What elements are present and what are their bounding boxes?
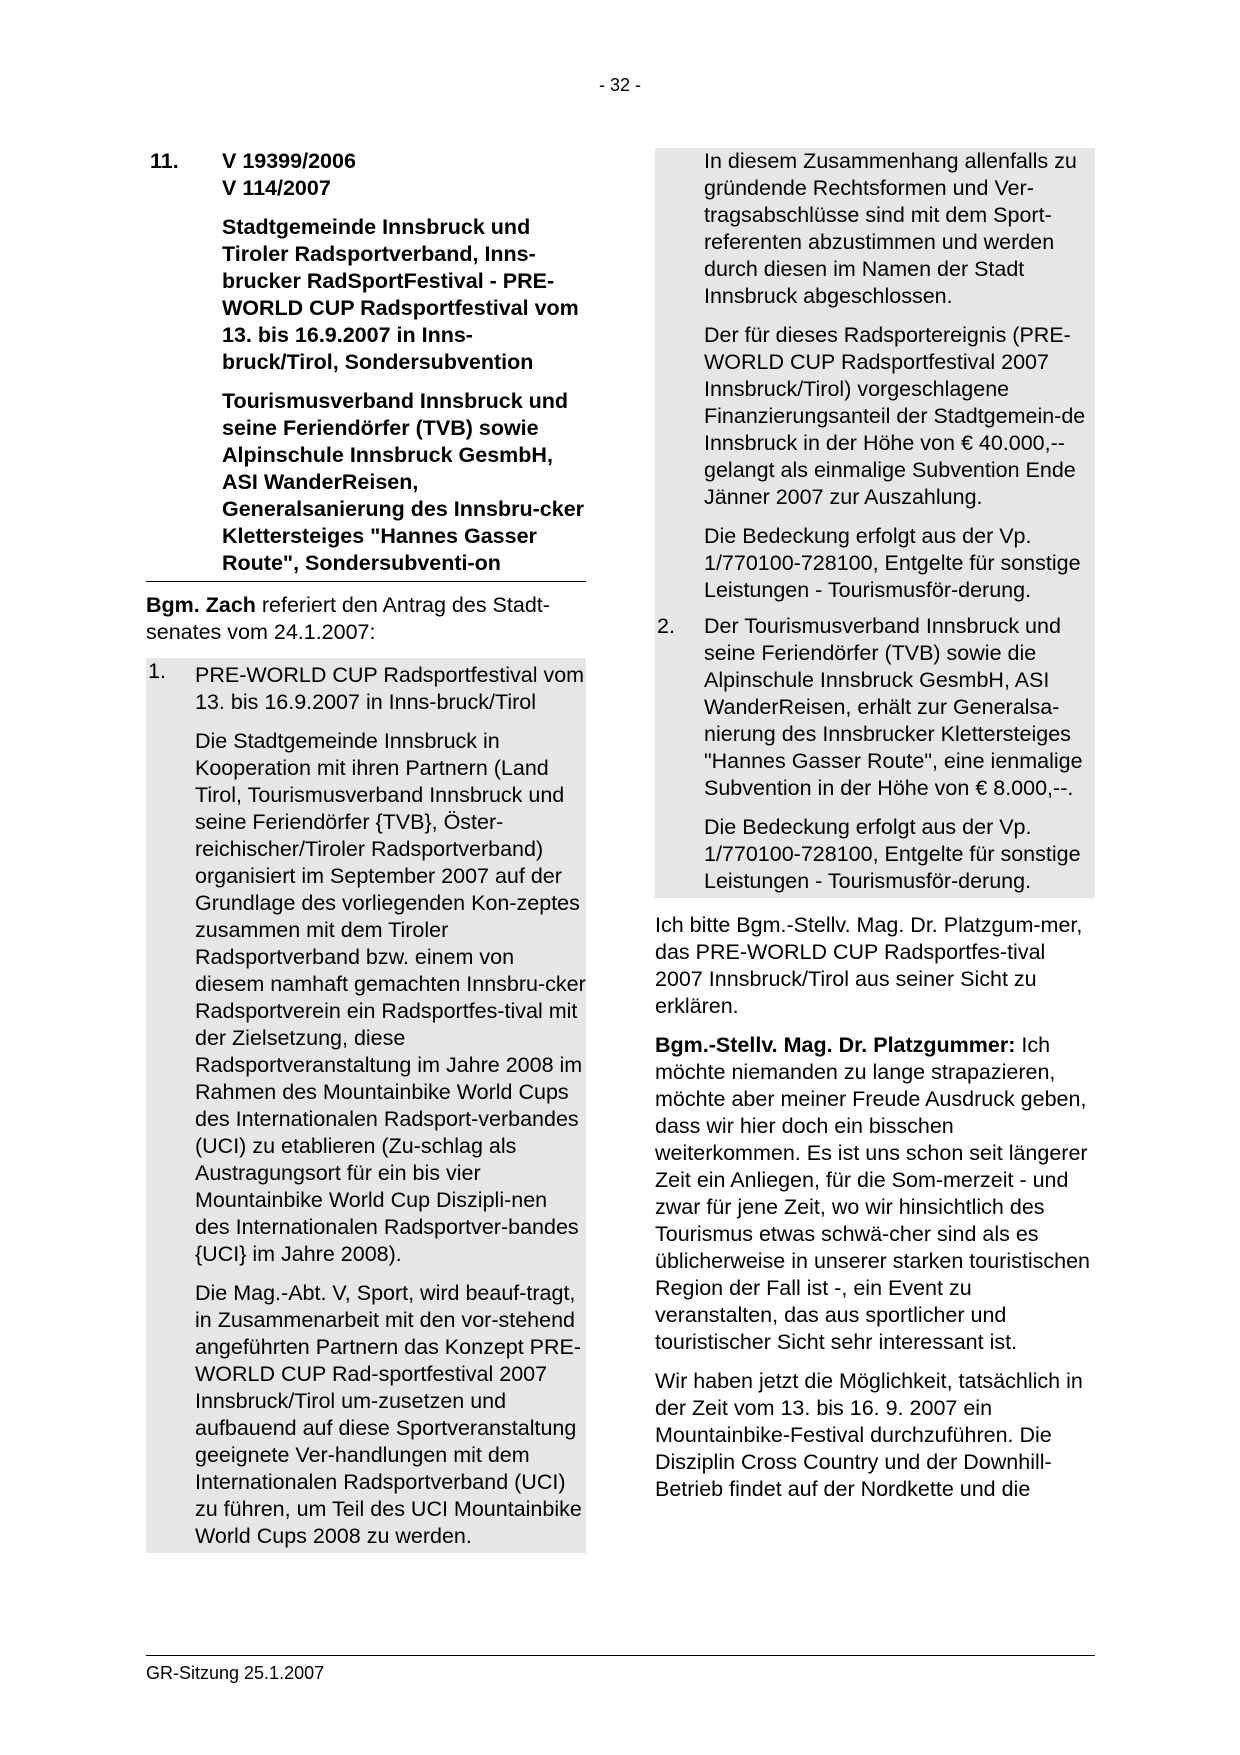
left-column: [146, 148, 586, 1553]
agenda-item-heading: [146, 148, 586, 582]
speech-text: Ich möchte niemanden zu lange strapazieren, möchte aber meiner Freude Ausdruck geben, dass wir hier doch ein bisschen weiterkommen. Es ist uns schon seit längerer Zeit ein Anliegen, für die Som-merzeit - und zwar für jene Zeit, wo wir hinsichtlich des Tourismus etwas schwä-cher sind als es üblicherweise in unserer starken touristischen Region der Fall ist -, ein Event zu veranstalten, das aus sportlicher und touristischer Sicht sehr interessant ist.: [655, 1033, 1090, 1354]
motion-item-1-continued: [655, 148, 1095, 607]
motion-paragraph: Die Bedeckung erfolgt aus der Vp. 1/770100-728100, Entgelte für sonstige Leistungen - Tourismusför-derung.: [704, 524, 1081, 602]
footer-divider: [146, 1655, 1095, 1656]
speaker-name: Bgm.-Stellv. Mag. Dr. Platzgummer:: [655, 1033, 1016, 1057]
page-number: - 32 -: [598, 75, 641, 95]
reference-number: V 19399/2006: [222, 149, 356, 173]
agenda-item-title: Tourismusverband Innsbruck und seine Feriendörfer (TVB) sowie Alpinschule Innsbruck GesmbH, ASI WanderReisen, Generalsanierung des Innsbru-cker Klettersteiges "Hannes Gasser Route", Sondersubventi-on: [222, 389, 585, 575]
reference-number: V 114/2007: [222, 176, 331, 200]
motion-item-1: [146, 658, 586, 1553]
motion-paragraph: PRE-WORLD CUP Radsportfestival vom 13. bis 16.9.2007 in Inns-bruck/Tirol: [195, 663, 585, 714]
intro-paragraph: [146, 592, 586, 646]
agenda-item-title: Stadtgemeinde Innsbruck und Tiroler Radsportverband, Inns-brucker RadSportFestival - PRE-WORLD CUP Radsportfestival vom 13. bis 16.9.2007 in Inns-bruck/Tirol, Sondersubvention: [222, 215, 579, 374]
motion-paragraph: Die Stadtgemeinde Innsbruck in Kooperation mit ihren Partnern (Land Tirol, Tourismusverband Innsbruck und seine Feriendörfer {TVB}, Öster-reichischer/Tiroler Radsportverband) organisiert im September 2007 auf der Grundlage des vorliegenden Kon-zeptes zusammen mit dem Tiroler Radsportverband bzw. einem von diesem namhaft gemachten Innsbru-cker Radsportverein ein Radsportfes-tival mit der Zielsetzung, diese Radsportveranstaltung im Jahre 2008 im Rahmen des Mountainbike World Cups des Internationalen Radsport-verbandes (UCI) zu etablieren (Zu-schlag als Austragungsort für ein bis vier Mountainbike World Cup Diszipli-nen des Internationalen Radsportver-bandes {UCI} im Jahre 2008).: [195, 729, 586, 1266]
speech-paragraph: [655, 1032, 1095, 1356]
agenda-item-number: 11.: [150, 149, 179, 173]
motion-paragraph: Der für dieses Radsportereignis (PRE-WORLD CUP Radsportfestival 2007 Innsbruck/Tirol) vorgeschlagene Finanzierungsanteil der Stadtgemein-de Innsbruck in der Höhe von € 40.000,-- gelangt als einmalige Subvention Ende Jänner 2007 zur Auszahlung.: [704, 323, 1086, 509]
footer-session-label: GR-Sitzung 25.1.2007: [146, 1663, 325, 1683]
speaker-name: Bgm. Zach: [146, 593, 256, 617]
motion-number: 1.: [148, 659, 166, 683]
request-paragraph: Ich bitte Bgm.-Stellv. Mag. Dr. Platzgum-mer, das PRE-WORLD CUP Radsportfes-tival 2007 Innsbruck/Tirol aus seiner Sicht zu erklären.: [655, 913, 1083, 1018]
motion-item-2: [655, 607, 1095, 898]
motion-paragraph: Die Mag.-Abt. V, Sport, wird beauf-tragt, in Zusammenarbeit mit den vor-stehend angeführten Partnern das Konzept PRE-WORLD CUP Rad-sportfestival 2007 Innsbruck/Tirol um-zusetzen und aufbauend auf diese Sportveranstaltung geeignete Ver-handlungen mit dem Internationalen Radsportverband (UCI) zu führen, um Teil des UCI Mountainbike World Cups 2008 zu werden.: [195, 1281, 582, 1548]
right-column: [655, 148, 1095, 1515]
speech-paragraph: Wir haben jetzt die Möglichkeit, tatsächlich in der Zeit vom 13. bis 16. 9. 2007 ein Mountainbike-Festival durchzuführen. Die Disziplin Cross Country und der Downhill-Betrieb findet auf der Nordkette und die: [655, 1369, 1083, 1501]
motion-paragraph: Der Tourismusverband Innsbruck und seine Feriendörfer (TVB) sowie die Alpinschule Innsbruck GesmbH, ASI WanderReisen, erhält zur Generalsa-nierung des Innsbrucker Klettersteiges "Hannes Gasser Route", eine ienmalige Subvention in der Höhe von € 8.000,--.: [704, 614, 1083, 800]
motion-paragraph: In diesem Zusammenhang allenfalls zu gründende Rechtsformen und Ver-tragsabschlüsse sind mit dem Sport-referenten abzustimmen und werden durch diesen im Namen der Stadt Innsbruck abgeschlossen.: [704, 149, 1077, 308]
motion-paragraph: Die Bedeckung erfolgt aus der Vp. 1/770100-728100, Entgelte für sonstige Leistungen - Tourismusför-derung.: [704, 815, 1081, 893]
intro-text: referiert den Antrag des Stadt-senates vom 24.1.2007:: [146, 593, 550, 644]
motion-number: 2.: [657, 614, 675, 638]
